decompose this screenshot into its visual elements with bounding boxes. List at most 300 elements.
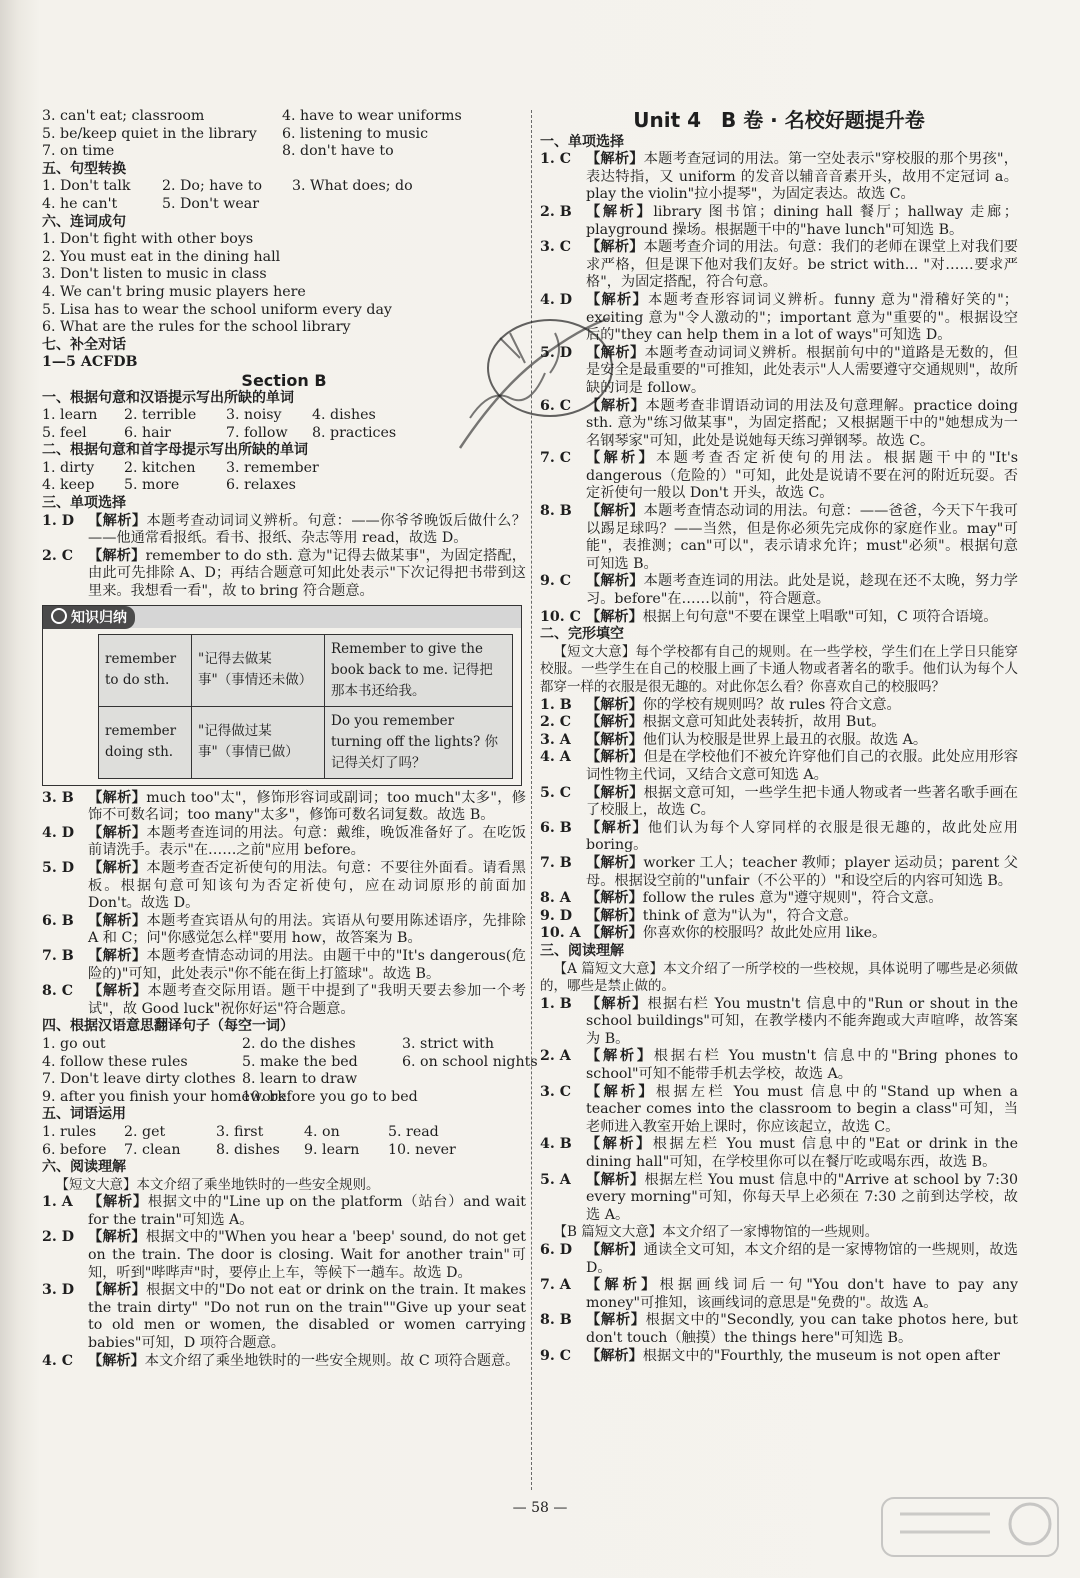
explanation-content: 根据上句句意"不要在课堂上唱歌"可知，C 项符合语境。 <box>642 608 998 625</box>
explanation-text <box>586 204 1018 239</box>
analysis-tag: 【解析】 <box>88 983 148 1000</box>
analysis-tag: 【解析】 <box>586 151 644 168</box>
answer-cell <box>312 460 512 478</box>
answer-cell: 8. dishes <box>216 1141 280 1158</box>
explanation-content: 根据文中的"Do not eat or drink on the train. It makes the train dirty" "Do not run on the train""Give up your seat to old men or women, the disabled or women carrying babies"可知，D 项符合题意。 <box>88 1282 526 1352</box>
explanation-content: 本题考查连词的用法。句意：戴维，晚饭准备好了。在吃饭前请洗手。表示"在……之前"应用 before。 <box>88 824 526 859</box>
reading-explanations <box>540 996 1018 1225</box>
explanation-item <box>540 609 1018 627</box>
answer-number: 4. C <box>42 1352 74 1369</box>
answer-line: 5. Lisa has to wear the school uniform every day <box>42 301 392 318</box>
analysis-tag: 【解析】 <box>586 397 646 414</box>
answer-row <box>42 126 526 144</box>
analysis-tag: 【解析】 <box>586 239 644 256</box>
explanation-item <box>42 1229 526 1282</box>
section-title: 四、根据汉语意思翻译句子（每空一词） <box>42 1018 294 1035</box>
explanation-item <box>540 1172 1018 1225</box>
analysis-tag: 【解析】 <box>586 819 648 836</box>
answer-row <box>42 1071 526 1089</box>
answer-cell <box>402 1089 522 1107</box>
page-number: — 58 — <box>512 1500 568 1516</box>
answer-number: 2. B <box>540 203 572 220</box>
explanation-content: 本题考查宾语从句的用法。宾语从句要用陈述语序，先排除 A 和 C；问"你感觉怎么样"要用 how，故答案为 B。 <box>88 912 526 947</box>
answer-number: 2. C <box>42 547 74 564</box>
explanation-content: worker 工人；teacher 教师；player 运动员；parent 父母。根据设空前的"unfair（不公平的）"和设空后的内容可知选 B。 <box>586 854 1018 889</box>
answer-number: 3. B <box>42 789 74 806</box>
answer-number: 9. C <box>540 1347 572 1364</box>
explanation-text <box>586 749 1018 784</box>
explanation-text <box>586 345 1018 398</box>
answer-number: 7. C <box>540 450 572 467</box>
answer-cell: 4. dishes <box>312 407 376 424</box>
explanation-text <box>586 398 1018 451</box>
knowledge-cell: "记得做过某事"（事情已做） <box>192 706 325 778</box>
explanation-text <box>586 573 1018 608</box>
answer-cell: 7. Don't leave dirty clothes <box>42 1071 236 1088</box>
answer-cell: 5. read <box>388 1123 439 1140</box>
explanation-content: 根据文意可知，一些学生把卡通人物或者一些著名歌手画在了校服上，故选 C。 <box>586 784 1018 819</box>
knowledge-row <box>99 706 513 778</box>
answer-row <box>42 196 526 214</box>
explanation-item <box>540 1348 1018 1366</box>
explanation-item <box>540 925 1018 943</box>
explanation-text <box>586 292 1018 345</box>
analysis-tag: 【解析】 <box>586 1048 654 1065</box>
explanation-text <box>586 1348 1018 1366</box>
answer-number: 4. B <box>540 1136 572 1153</box>
answer-row <box>42 1036 526 1054</box>
analysis-tag: 【解析】 <box>586 503 644 520</box>
explanation-item <box>42 1353 526 1371</box>
explanation-text <box>88 1194 526 1229</box>
explanation-item <box>540 697 1018 715</box>
knowledge-cell: "记得去做某事"（事情还未做） <box>192 634 325 706</box>
answer-row <box>42 178 526 196</box>
answer-line: 6. What are the rules for the school library <box>42 319 351 336</box>
analysis-tag: 【解析】 <box>586 1242 644 1258</box>
choice-explanations <box>42 513 526 601</box>
explanation-text <box>586 1312 1018 1347</box>
answer-number: 1. A <box>42 1194 73 1211</box>
explanation-text <box>88 790 526 825</box>
analysis-tag: 【解析】 <box>88 912 147 929</box>
explanation-text <box>586 890 1018 908</box>
explanation-item <box>42 860 526 913</box>
explanation-item <box>540 820 1018 855</box>
explanation-content: 你的学校有规则吗？故 rules 符合文意。 <box>642 696 901 713</box>
answer-number: 5. D <box>42 860 75 876</box>
explanation-content: 你喜欢你的校服吗？故此处应用 like。 <box>642 925 887 942</box>
answer-cell: 3. first <box>216 1123 264 1140</box>
explanation-item <box>540 151 1018 204</box>
answer-cell: 7. follow <box>226 424 288 441</box>
analysis-tag: 【解析】 <box>88 824 147 841</box>
explanation-text <box>88 548 526 601</box>
explanation-content: 根据文中的"When you hear a 'beep' sound, do not get on the train. The door is closing. Wait for another train"可知，听到"哔哔声"时，要停止上车，等候下一趟车。故选 D。 <box>88 1229 526 1281</box>
analysis-tag: 【解析】 <box>586 714 643 731</box>
explanation-content: 根据文中的"Secondly, you can take photos here, but don't touch（触摸）the things here"可知选 B。 <box>586 1312 1018 1346</box>
analysis-tag: 【解析】 <box>88 860 147 876</box>
answer-number: 3. A <box>540 731 571 748</box>
answer-number: 5. A <box>540 1171 571 1188</box>
explanation-content: follow the rules 意为"遵守规则"，符合文意。 <box>642 890 943 907</box>
explanation-item <box>540 1242 1018 1277</box>
section-title: 六、阅读理解 <box>42 1159 126 1176</box>
answer-cell: 8. learn to draw <box>242 1071 358 1088</box>
answer-line: 4. We can't bring music players here <box>42 283 306 300</box>
knowledge-table <box>98 634 513 779</box>
explanation-text <box>88 860 526 913</box>
analysis-tag: 【解析】 <box>586 925 643 942</box>
explanation-text <box>586 1136 1018 1171</box>
answer-number: 1. C <box>540 151 572 168</box>
explanation-item <box>42 913 526 948</box>
analysis-tag: 【解析】 <box>586 608 643 625</box>
answer-cell: 1. Don't talk <box>42 178 131 195</box>
explanation-text <box>586 697 1018 715</box>
answer-number: 6. C <box>540 397 572 414</box>
answer-cell: 1. learn <box>42 407 98 424</box>
answer-cell: 7. clean <box>124 1141 181 1158</box>
answer-row <box>42 1142 526 1160</box>
explanation-text <box>586 855 1018 890</box>
explanation-text <box>586 239 1018 292</box>
answer-cell <box>312 477 512 495</box>
column-divider <box>531 110 532 1490</box>
explanation-content: 他们认为校服是世界上最丑的衣服。故选 A。 <box>642 731 928 748</box>
answer-cell: 6. before <box>42 1141 107 1158</box>
explanation-content: 本题考查非谓语动词的用法及句意理解。practice doing sth. 意为"练习做某事"，为固定搭配；又根据题干中的"她想成为一名钢琴家"可知，此处是说她每天练习弹钢琴。故选 C。 <box>586 397 1018 449</box>
explanation-content: much too"太"，修饰形容词或副词；too much"太多"，修饰不可数名词；too many"太多"，修饰可数名词复数。故选 B。 <box>88 789 526 824</box>
explanation-text <box>586 609 1018 627</box>
analysis-tag: 【解析】 <box>586 854 644 871</box>
analysis-tag: 【解析】 <box>586 1083 656 1100</box>
explanation-content: 但是在学校他们不被允许穿他们自己的衣服。此处应用形容词性物主代词，又结合文意可知选 A。 <box>586 749 1018 783</box>
answer-number: 6. B <box>540 819 572 836</box>
explanation-text <box>586 908 1018 926</box>
answer-cell: 8. practices <box>312 424 397 441</box>
analysis-tag: 【解析】 <box>586 344 645 361</box>
knowledge-title: 知识归纳 <box>43 606 135 630</box>
explanation-content: 根据文中的"Fourthly, the museum is not open after <box>642 1347 1000 1364</box>
dialogue-answer: 1—5 ACFDB <box>42 354 138 371</box>
explanation-content: think of 意为"认为"，符合文意。 <box>642 907 858 924</box>
analysis-tag: 【解析】 <box>586 731 643 748</box>
explanation-text <box>586 732 1018 750</box>
analysis-tag: 【解析】 <box>586 749 644 766</box>
knowledge-cell: remember to do sth. <box>99 634 192 706</box>
analysis-tag: 【解析】 <box>586 450 657 467</box>
explanation-item <box>540 345 1018 398</box>
answer-cell: 3. What does; do <box>292 178 413 195</box>
explanation-item <box>42 548 526 601</box>
explanation-item <box>540 573 1018 608</box>
analysis-tag: 【解析】 <box>586 890 643 907</box>
answer-cell: 3. noisy <box>226 407 282 424</box>
analysis-tag: 【解析】 <box>586 1312 646 1329</box>
choice-explanations <box>540 151 1018 626</box>
explanation-item <box>540 855 1018 890</box>
passage-summary: 【B 篇短文大意】本文介绍了一家博物馆的一些规则。 <box>553 1224 879 1241</box>
analysis-tag: 【解析】 <box>586 573 644 590</box>
answer-cell: 2. Do; have to <box>162 178 263 195</box>
sentence-build-answers <box>42 231 526 337</box>
analysis-tag: 【解析】 <box>586 1171 645 1188</box>
explanation-content: 本题考查情态动词的用法。句意：——爸爸，今天下午我可以踢足球吗？——当然，但是你必须先完成你的家庭作业。may"可能"，表推测；can"可以"，表示请求允许；must"必须"。根据句意可知选 B。 <box>586 503 1018 572</box>
answer-cell <box>292 196 492 214</box>
answer-row <box>42 460 526 478</box>
answer-cell: 4. follow these rules <box>42 1053 188 1070</box>
answer-cell: 1. go out <box>42 1035 106 1052</box>
explanation-item <box>540 1277 1018 1312</box>
answer-cell: 5. make the bed <box>242 1053 358 1070</box>
answer-number: 1. B <box>540 696 572 713</box>
explanation-text <box>88 513 526 548</box>
analysis-tag: 【解析】 <box>88 547 146 564</box>
answer-line: 3. Don't listen to music in class <box>42 266 267 283</box>
knowledge-cell: remember doing sth. <box>99 706 192 778</box>
explanation-item <box>540 1048 1018 1083</box>
explanation-item <box>540 890 1018 908</box>
analysis-tag: 【解析】 <box>586 907 643 924</box>
analysis-tag: 【解析】 <box>88 1352 145 1369</box>
explanation-content: 根据文意可知此处表转折，故用 But。 <box>642 714 886 731</box>
explanation-item <box>540 450 1018 503</box>
answer-row <box>42 1089 526 1107</box>
answer-cell: 10. never <box>388 1141 456 1158</box>
answer-number: 10. A <box>540 925 581 942</box>
explanation-item <box>540 1084 1018 1137</box>
explanation-text <box>88 1229 526 1282</box>
explanation-item <box>540 503 1018 573</box>
answer-cell: 6. hair <box>124 424 171 441</box>
analysis-tag: 【解析】 <box>88 1229 146 1246</box>
explanation-text <box>586 925 1018 943</box>
answer-number: 4. D <box>42 824 75 841</box>
explanation-item <box>540 908 1018 926</box>
explanation-text <box>586 1172 1018 1225</box>
answer-number: 7. B <box>42 947 74 964</box>
answer-cell: 4. he can't <box>42 195 118 212</box>
explanation-item <box>540 732 1018 750</box>
explanation-content: 本题考查冠词的用法。第一空处表示"穿校服的那个男孩"，表达特指，又 uniform 的发音以辅音音素开头，故用不定冠词 a。play the violin"拉小提琴"，为固定表达。故选 C。 <box>586 151 1018 203</box>
explanation-content: remember to do sth. 意为"记得去做某事"，为固定搭配，由此可先排除 A、D；再结合题意可知此处表示"下次记得把书带到这里来。我想看一看"，故 to bring 符合题意。 <box>88 547 526 600</box>
answer-cell: 3. strict with <box>402 1035 495 1052</box>
answer-number: 3. C <box>540 239 572 256</box>
reading-explanations <box>42 1194 526 1370</box>
explanation-content: 本文介绍了乘坐地铁时的一些安全规则。故 C 项符合题意。 <box>144 1352 520 1369</box>
explanation-item <box>540 1312 1018 1347</box>
answer-cell: 4. on <box>304 1123 340 1140</box>
explanation-text <box>88 1282 526 1352</box>
answer-number: 10. C <box>540 608 581 625</box>
section-title: 三、单项选择 <box>42 495 126 512</box>
answer-row <box>42 1124 526 1142</box>
lightbulb-icon <box>51 608 67 624</box>
section-title: 五、词语运用 <box>42 1106 126 1123</box>
answer-number: 3. C <box>540 1083 572 1100</box>
answer-number: 8. C <box>42 983 74 1000</box>
analysis-tag: 【解析】 <box>88 947 147 964</box>
answer-cell: 9. after you finish your homework <box>42 1088 286 1105</box>
analysis-tag: 【解析】 <box>586 995 648 1012</box>
explanation-text <box>586 1242 1018 1277</box>
answer-row <box>42 108 526 126</box>
explanation-content: 本题考查介词的用法。句意：我们的老师在课堂上对我们要求严格，但是课下他对我们友好。be strict with... "对……要求严格"，为固定搭配，符合句意。 <box>586 239 1018 291</box>
explanation-content: 本题考查交际用语。题干中提到了"我明天要去参加一个考试"，故 Good luck"祝你好运"符合题意。 <box>88 983 526 1017</box>
passage-summary: 【短文大意】本文介绍了乘坐地铁时的一些安全规则。 <box>55 1176 380 1193</box>
knowledge-cell: Remember to give the book back to me. 记得把那本书还给我。 <box>325 634 513 706</box>
explanation-content: 他们认为每个人穿同样的衣服是很无趣的，故此处应用 boring。 <box>586 819 1018 854</box>
explanation-content: 根据右栏 You mustn't 信息中的"Run or shout in the school buildings"可知，在教学楼内不能奔跑或大声喧哗，故答案为 B。 <box>586 995 1018 1047</box>
answer-cell: 2. do the dishes <box>242 1035 356 1052</box>
explanation-item <box>42 948 526 983</box>
analysis-tag: 【解析】 <box>586 203 654 220</box>
knowledge-box <box>42 605 522 786</box>
explanation-item <box>540 749 1018 784</box>
answer-cell: 5. more <box>124 477 180 494</box>
explanation-item <box>540 239 1018 292</box>
answer-row <box>42 425 526 443</box>
section-title: 一、根据句意和汉语提示写出所缺的单词 <box>42 389 294 406</box>
answer-number: 8. B <box>540 503 572 520</box>
explanation-content: 根据左栏 You must 信息中的"Eat or drink in the dining hall"可知，在学校里你可以在餐厅吃或喝东西，故选 B。 <box>586 1136 1018 1171</box>
explanation-item <box>42 825 526 860</box>
explanation-text <box>88 825 526 860</box>
explanation-text <box>586 996 1018 1049</box>
section-b-heading: Section B <box>241 370 327 390</box>
explanation-text <box>586 714 1018 732</box>
analysis-tag: 【解析】 <box>586 1347 643 1364</box>
explanation-content: 本题考查情态动词的用法。由题干中的"It's dangerous(危险的)"可知，此处表示"你不能在街上打篮球"。故选 B。 <box>88 947 526 982</box>
translation-answers <box>42 1035 538 1106</box>
answer-number: 5. C <box>540 784 572 801</box>
answer-number: 5. D <box>540 344 573 361</box>
answer-cell: 9. learn <box>304 1141 360 1158</box>
word-answers <box>42 407 526 442</box>
analysis-tag: 【解析】 <box>88 512 147 529</box>
explanation-text <box>586 1277 1018 1312</box>
explanation-text <box>586 820 1018 855</box>
analysis-tag: 【解析】 <box>586 696 643 713</box>
reading-explanations <box>540 1242 1018 1365</box>
explanation-text <box>586 1048 1018 1083</box>
choice-explanations <box>42 790 526 1019</box>
answer-cell: 6. listening to music <box>282 125 429 142</box>
answer-row <box>42 1053 538 1072</box>
passage-summary: 【短文大意】每个学校都有自己的规则。在一些学校，学生们在上学日只能穿校服。一些学生在自己的校服上画了卡通人物或者著名的歌手。他们认为每个人都穿一样的衣服是很无趣的。对此你怎么看？你喜欢自己的校服吗？ <box>540 643 1018 695</box>
explanation-content: 根据右栏 You mustn't 信息中的"Bring phones to school"可知不能带手机去学校，故选 A。 <box>586 1048 1018 1083</box>
section-title: 五、句型转换 <box>42 160 126 177</box>
answer-cell: 5. Don't wear <box>162 195 259 212</box>
explanation-item <box>42 790 526 825</box>
analysis-tag: 【解析】 <box>586 291 649 308</box>
analysis-tag: 【解析】 <box>586 1136 653 1153</box>
explanation-content: 根据左栏 You must 信息中的"Stand up when a teacher comes into the classroom to begin a class"可知，当老师进入教室开始上课时，你应该起立，故选 C。 <box>586 1083 1018 1135</box>
right-column <box>540 108 1018 1365</box>
explanation-content: 本题考查否定祈使句的用法。句意：不要往外面看。请看黑板。根据句意可知该句为否定祈使句，应在动词原形的前面加 Don't。故选 D。 <box>88 860 526 912</box>
answer-row <box>42 407 526 425</box>
explanation-text <box>586 785 1018 820</box>
answer-cell: 5. feel <box>42 424 87 441</box>
explanation-item <box>540 204 1018 239</box>
explanation-item <box>540 714 1018 732</box>
answer-line: 1. Don't fight with other boys <box>42 231 254 248</box>
explanation-text <box>586 450 1018 503</box>
answer-cell: 3. can't eat; classroom <box>42 108 205 124</box>
answer-number: 2. D <box>42 1229 75 1246</box>
explanation-content: 根据左栏 You must 信息中的"Arrive at school by 7:30 every morning"可知，你每天早上必须在 7:30 之前到达学校，故选 A。 <box>586 1171 1018 1223</box>
explanation-content: 本题考查动词词义辨析。句意：——你爷爷晚饭后做什么？——他通常看报纸。看书、报纸、杂志等用 read，故选 D。 <box>88 512 526 547</box>
answer-number: 1. D <box>42 512 75 529</box>
answer-cell: 5. be/keep quiet in the library <box>42 125 257 142</box>
answer-number: 2. A <box>540 1048 571 1065</box>
answer-number: 4. D <box>540 291 573 308</box>
explanation-item <box>540 785 1018 820</box>
answer-number: 1. B <box>540 995 572 1012</box>
answer-row <box>42 143 526 161</box>
word-use-answers <box>42 1124 526 1159</box>
analysis-tag: 【解析】 <box>586 1277 660 1294</box>
explanation-item <box>42 1282 526 1352</box>
knowledge-row <box>99 634 513 706</box>
answer-cell: 1. rules <box>42 1123 97 1140</box>
explanation-item <box>42 1194 526 1229</box>
answer-cell: 3. remember <box>226 459 319 476</box>
answer-cell: 7. on time <box>42 143 115 160</box>
explanation-content: 本题考查形容词词义辨析。funny 意为"滑稽好笑的"；exciting 意为"令人激动的"；important 意为"重要的"。根据设空后的"they can help them in a lot of ways"可知选 D。 <box>586 291 1018 344</box>
passage-summary: 【A 篇短文大意】本文介绍了一所学校的一些校规，具体说明了哪些是必须做的，哪些是禁止做的。 <box>540 960 1018 995</box>
explanation-content: 本题考查连词的用法。此处是说，趁现在还不太晚，努力学习。before"在……以前"，符合题意。 <box>586 573 1018 608</box>
explanation-item <box>42 513 526 548</box>
explanation-content: 根据画线词后一句"You don't have to pay any money"可推知，该画线词的意思是"免费的"。故选 A。 <box>586 1277 1018 1311</box>
analysis-tag: 【解析】 <box>88 1194 148 1211</box>
top-answer-pairs <box>42 108 526 161</box>
answer-cell: 4. keep <box>42 477 95 494</box>
answer-number: 4. A <box>540 749 571 766</box>
answer-number: 2. C <box>540 714 572 731</box>
answer-cell: 1. dirty <box>42 459 95 476</box>
answer-cell: 6. relaxes <box>226 477 296 494</box>
answer-cell: 10. before you go to bed <box>242 1088 418 1105</box>
explanation-text <box>88 983 526 1018</box>
answer-cell <box>402 1071 522 1089</box>
answer-number: 6. B <box>42 912 74 929</box>
explanation-text <box>88 1353 526 1371</box>
explanation-text <box>88 948 526 983</box>
unit-title: Unit 4 B 卷 · 名校好题提升卷 <box>633 108 925 132</box>
section-title: 七、补全对话 <box>42 336 126 353</box>
explanation-item <box>540 996 1018 1049</box>
analysis-tag: 【解析】 <box>88 1282 147 1299</box>
section-title: 一、单项选择 <box>540 133 624 150</box>
explanation-content: 根据文中的"Line up on the platform（站台）and wait for the train"可知选 A。 <box>88 1194 526 1228</box>
analysis-tag: 【解析】 <box>586 784 644 801</box>
answer-cell: 2. get <box>124 1123 166 1140</box>
answer-line: 2. You must eat in the dining hall <box>42 248 281 265</box>
explanation-text <box>586 503 1018 573</box>
explanation-text <box>88 913 526 948</box>
answer-number: 3. D <box>42 1282 75 1299</box>
explanation-content: library 图书馆；dining hall 餐厅；hallway 走廊；playground 操场。根据题干中的"have lunch"可知选 B。 <box>586 203 1018 238</box>
section-title: 二、完形填空 <box>540 626 624 643</box>
section-title: 三、阅读理解 <box>540 942 624 959</box>
explanation-item <box>540 1136 1018 1171</box>
explanation-item <box>42 983 526 1018</box>
analysis-tag: 【解析】 <box>88 789 147 806</box>
explanation-content: 通读全文可知，本文介绍的是一家博物馆的一些规则，故选 D。 <box>586 1242 1018 1276</box>
left-column <box>42 108 538 1370</box>
